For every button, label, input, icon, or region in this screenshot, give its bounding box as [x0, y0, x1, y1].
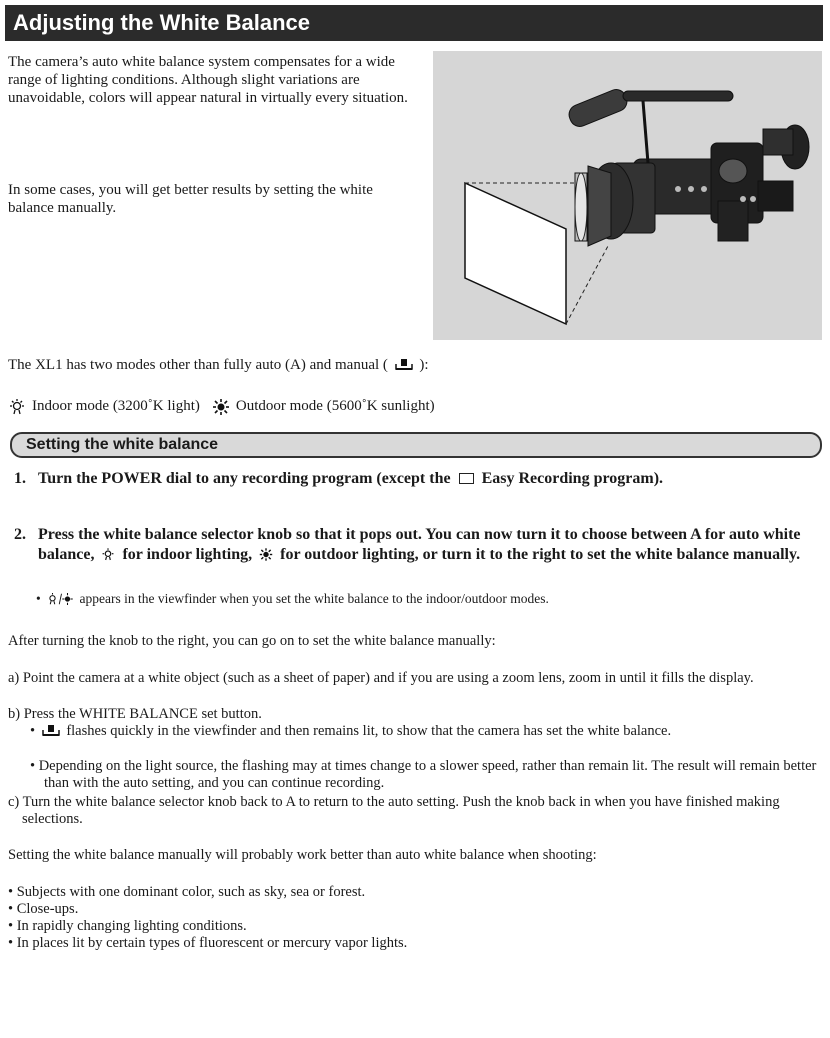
- camcorder-drawing: [433, 51, 822, 340]
- modes-intro-text: The XL1 has two modes other than fully auto (A) and manual (: [8, 357, 388, 373]
- condition-item: • Subjects with one dominant color, such as sky, sea or forest.: [8, 884, 366, 900]
- title-bar: [5, 5, 823, 41]
- manual-step-b-note-2-text: Depending on the light source, the flashing may at times change to a slower speed, rather than remain lit. The result will remain better than with the auto setting, and you can continue recording.: [38, 758, 817, 791]
- indoor-outdoor-icon: [46, 593, 74, 605]
- mode-list: [8, 398, 435, 415]
- after-turning-text: After turning the knob to the right, you can go on to set the white balance manually:: [8, 633, 496, 649]
- sun-icon: [212, 399, 230, 415]
- step-number: 2.: [14, 526, 26, 543]
- step-2: [14, 525, 814, 565]
- intro-paragraph-2: In some cases, you will get better results by setting the white balance manually.: [8, 182, 373, 216]
- step-1-text-b: Easy Recording program).: [481, 470, 664, 487]
- step-number: 1.: [14, 470, 26, 487]
- sun-icon: [259, 548, 273, 561]
- condition-item: • In places lit by certain types of fluorescent or mercury vapor lights.: [8, 935, 408, 951]
- intro-paragraph-1: The camera’s auto white balance system compensates for a wide range of lighting conditions. Although slight variations are unavoidable, colors will appear natural in virtually every situation.: [8, 54, 408, 106]
- condition-text: Close-ups.: [16, 901, 79, 917]
- better-when-text: Setting the white balance manually will probably work better than auto white balance when shooting:: [8, 847, 597, 863]
- modes-intro-end: ):: [419, 357, 429, 373]
- step-1: [14, 469, 814, 489]
- manual-step-a: a) Point the camera at a white object (such as a sheet of paper) and if you are using a zoom lens, zoom in until it fills the display.: [8, 670, 754, 686]
- manual-white-balance-icon: [42, 724, 60, 737]
- indoor-light-icon: [101, 548, 115, 561]
- step-2-text-c: for outdoor lighting, or turn it to the right to set the white balance manually.: [280, 546, 801, 563]
- manual-step-b-note-1: • flashes quickly in the viewfinder and then remains lit, to show that the camera has set the white balance.: [30, 723, 672, 739]
- page-title: Adjusting the White Balance: [13, 10, 311, 35]
- condition-text: In rapidly changing lighting conditions.: [16, 918, 247, 934]
- step-2-note: • appears in the viewfinder when you set the white balance to the indoor/outdoor modes.: [36, 591, 549, 606]
- condition-item: • In rapidly changing lighting conditions.: [8, 918, 247, 934]
- manual-white-balance-icon: [395, 358, 413, 371]
- indoor-light-icon: [8, 399, 26, 415]
- manual-step-c: c) Turn the white balance selector knob back to A to return to the auto setting. Push the knob back in when you have finished making selections.: [8, 794, 780, 827]
- condition-text: In places lit by certain types of fluorescent or mercury vapor lights.: [16, 935, 408, 951]
- outdoor-mode-label: Outdoor mode (5600˚K sunlight): [235, 398, 435, 414]
- step-2-text-a: Press the white balance selector knob so that it pops out. You can now turn it to choose between A for auto white balance,: [38, 526, 801, 563]
- manual-step-b: b) Press the WHITE BALANCE set button.: [8, 706, 262, 722]
- section-heading: Setting the white balance: [26, 436, 219, 453]
- step-2-text-b: for indoor lighting,: [122, 546, 253, 563]
- condition-text: Subjects with one dominant color, such as sky, sea or forest.: [16, 884, 366, 900]
- step-2-note-text: appears in the viewfinder when you set the white balance to the indoor/outdoor modes.: [79, 591, 549, 606]
- modes-intro: [8, 357, 429, 374]
- section-heading-bar: [10, 432, 822, 458]
- step-1-text-a: Turn the POWER dial to any recording program (except the: [38, 470, 451, 487]
- camera-illustration: [433, 51, 822, 340]
- condition-item: • Close-ups.: [8, 901, 79, 917]
- manual-step-b-note-1-text: flashes quickly in the viewfinder and then remains lit, to show that the camera has set the white balance.: [66, 723, 672, 739]
- easy-recording-icon: [459, 473, 474, 484]
- manual-step-b-note-2: • Depending on the light source, the flashing may at times change to a slower speed, rather than remain lit. The result will remain better than with the auto setting, and you can continue recording.: [30, 758, 817, 791]
- indoor-mode-label: Indoor mode (3200˚K light): [32, 398, 200, 414]
